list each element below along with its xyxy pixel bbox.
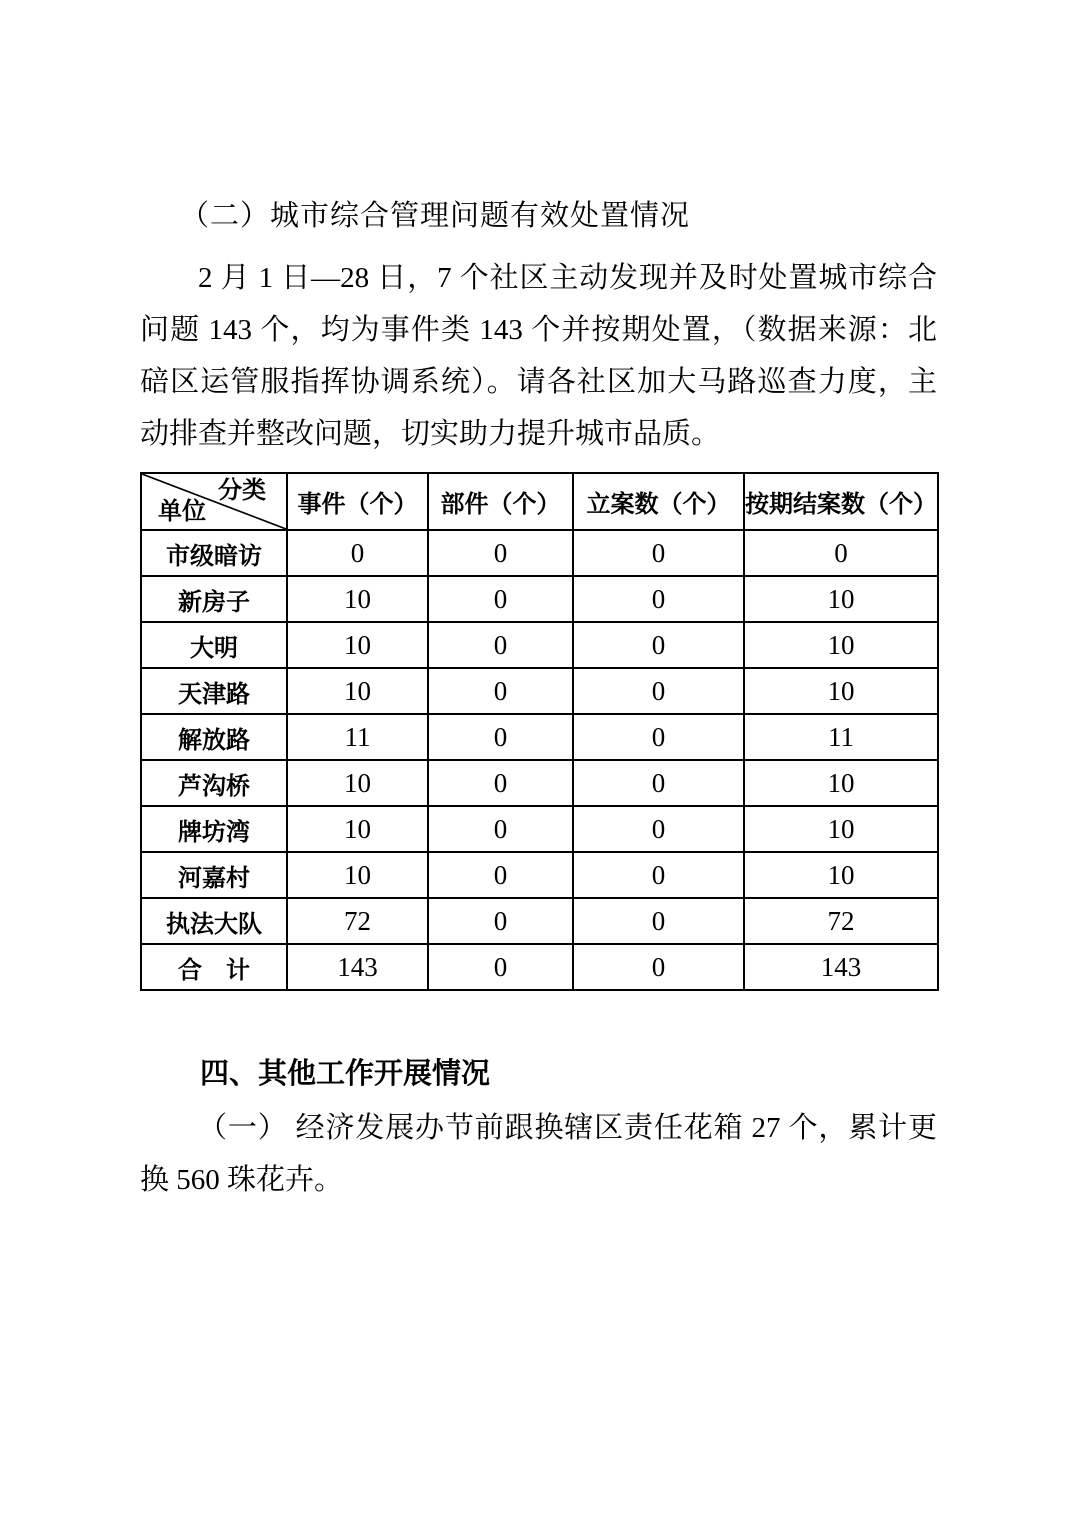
section-heading-city-management: （二）城市综合管理问题有效处置情况 — [180, 200, 691, 232]
value-cell: 0 — [428, 944, 573, 990]
value-cell: 10 — [744, 852, 938, 898]
value-cell: 0 — [573, 944, 744, 990]
value-cell: 0 — [573, 576, 744, 622]
value-cell: 10 — [287, 806, 428, 852]
value-cell: 10 — [744, 760, 938, 806]
value-cell: 0 — [428, 622, 573, 668]
table-row — [141, 852, 938, 898]
value-cell: 11 — [287, 714, 428, 760]
value-cell: 10 — [287, 760, 428, 806]
value-cell: 10 — [744, 668, 938, 714]
row-label-cell: 天津路 — [141, 668, 287, 714]
value-cell: 10 — [287, 852, 428, 898]
value-cell: 0 — [428, 668, 573, 714]
value-cell: 0 — [573, 806, 744, 852]
value-cell: 0 — [428, 576, 573, 622]
table-row — [141, 714, 938, 760]
table-row — [141, 622, 938, 668]
value-cell: 72 — [287, 898, 428, 944]
row-label-cell: 芦沟桥 — [141, 760, 287, 806]
value-cell: 0 — [428, 530, 573, 576]
disposal-stats-table — [140, 472, 939, 991]
column-header-parts: 部件（个） — [428, 473, 573, 530]
value-cell: 0 — [744, 530, 938, 576]
row-label-cell: 新房子 — [141, 576, 287, 622]
table-row — [141, 668, 938, 714]
table-row — [141, 898, 938, 944]
value-cell: 0 — [573, 622, 744, 668]
value-cell: 0 — [573, 760, 744, 806]
value-cell: 143 — [744, 944, 938, 990]
value-cell: 0 — [428, 760, 573, 806]
value-cell: 143 — [287, 944, 428, 990]
value-cell: 0 — [573, 852, 744, 898]
column-header-cases-closed-on-time: 按期结案数（个） — [744, 473, 938, 530]
corner-label-unit: 单位 — [158, 498, 206, 525]
column-header-cases-filed: 立案数（个） — [573, 473, 744, 530]
value-cell: 10 — [287, 576, 428, 622]
value-cell: 0 — [573, 530, 744, 576]
table-row — [141, 530, 938, 576]
row-label-cell: 执法大队 — [141, 898, 287, 944]
value-cell: 0 — [573, 898, 744, 944]
section-heading-other-work: 四、其他工作开展情况 — [200, 1058, 491, 1090]
value-cell: 0 — [428, 852, 573, 898]
table-corner-cell — [141, 473, 287, 530]
table-row — [141, 760, 938, 806]
value-cell: 0 — [287, 530, 428, 576]
row-label-cell: 合 计 — [141, 944, 287, 990]
value-cell: 10 — [287, 622, 428, 668]
value-cell: 0 — [428, 898, 573, 944]
value-cell: 0 — [573, 668, 744, 714]
row-label-cell: 河嘉村 — [141, 852, 287, 898]
value-cell: 11 — [744, 714, 938, 760]
value-cell: 10 — [744, 806, 938, 852]
table-row-total — [141, 944, 938, 990]
value-cell: 0 — [573, 714, 744, 760]
table-header-row — [141, 473, 938, 530]
value-cell: 10 — [287, 668, 428, 714]
row-label-cell: 市级暗访 — [141, 530, 287, 576]
row-label-cell: 解放路 — [141, 714, 287, 760]
value-cell: 72 — [744, 898, 938, 944]
paragraph-flower-boxes: （一） 经济发展办节前跟换辖区责任花箱 27 个，累计更换 560 珠花卉。 — [140, 1112, 937, 1196]
table-row — [141, 576, 938, 622]
corner-label-category: 分类 — [218, 477, 266, 504]
row-label-cell: 大明 — [141, 622, 287, 668]
column-header-events: 事件（个） — [287, 473, 428, 530]
paragraph-disposal-summary: 2 月 1 日—28 日，7 个社区主动发现并及时处置城市综合问题 143 个，均为事件类 143 个并按期处置，（数据来源：北碚区运管服指挥协调系统）。请各社区加大马路巡查力度，主动排查并整改问题，切实助力提升城市品质。 — [140, 262, 937, 450]
row-label-cell: 牌坊湾 — [141, 806, 287, 852]
value-cell: 10 — [744, 622, 938, 668]
table-row — [141, 806, 938, 852]
value-cell: 0 — [428, 714, 573, 760]
value-cell: 10 — [744, 576, 938, 622]
value-cell: 0 — [428, 806, 573, 852]
